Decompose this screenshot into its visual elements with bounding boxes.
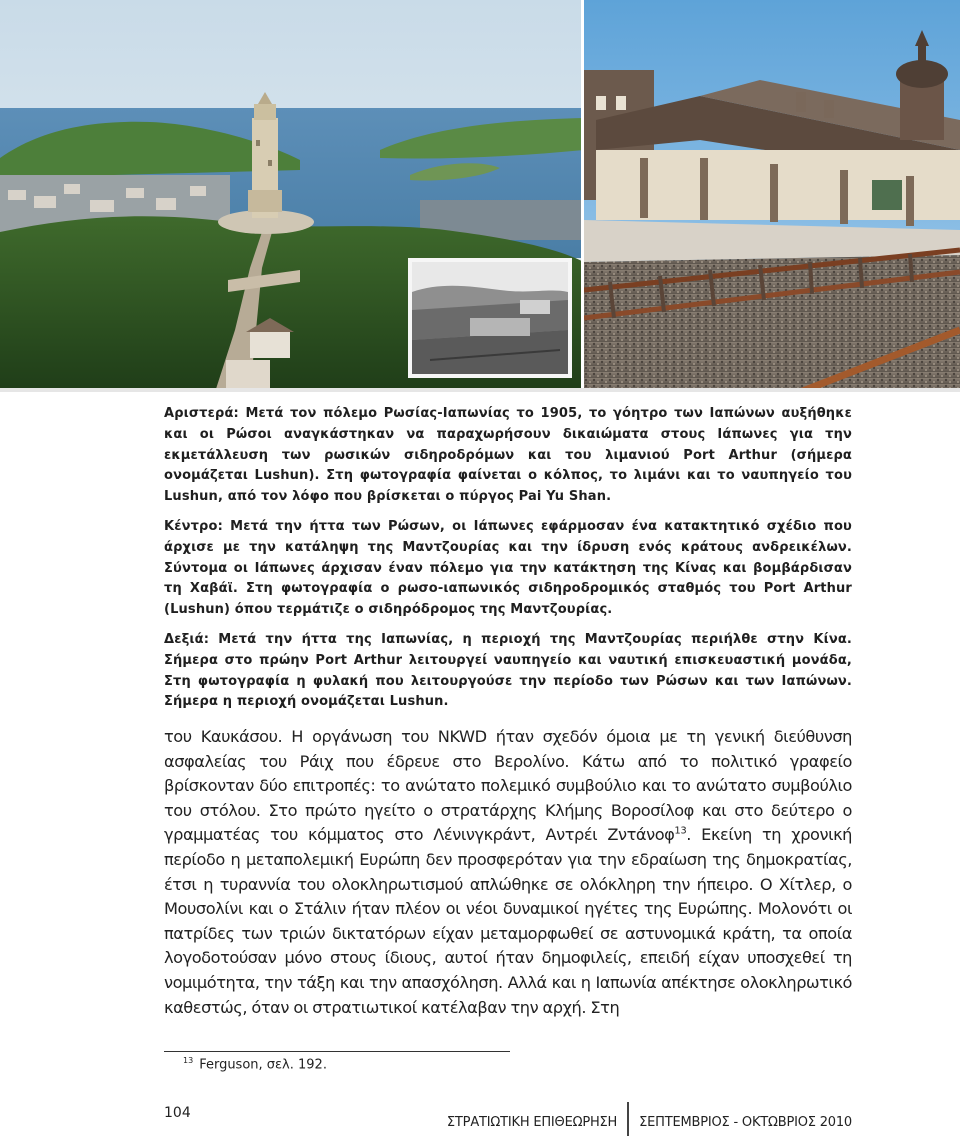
page-number: 104 xyxy=(164,1105,191,1121)
photo-captions xyxy=(164,404,852,722)
caption-center-lead: Κέντρο: xyxy=(164,518,223,534)
body-paragraph xyxy=(164,725,852,1020)
caption-left-lead: Αριστερά: xyxy=(164,406,239,421)
footnote-reference[interactable]: 13 xyxy=(674,825,687,837)
caption-center-text: Μετά την ήττα των Ρώσων, οι Ιάπωνες εφάρμοσαν ένα κατακτητικό σχέδιο που άρχισε με την κατάληψη της Μαντζουρίας και την ίδρυση ενός κράτους ανδρεικέλων. Σύντομα οι Ιάπωνες άρχισαν έναν πόλεμο για την κατάκτηση της Κίνας και βομβάρδισαν τη Χαβάϊ. Στη φωτογραφία ο ρωσο-ιαπωνικός σιδηροδρομικός σταθμός του Port Arthur (Lushun) όπου τερμάτιζε ο σιδηρόδρομος της Μαντζουρίας. xyxy=(164,518,852,618)
caption-right-text: Μετά την ήττα της Ιαπωνίας, η περιοχή της Μαντζουρίας περιήλθε στην Κίνα. Σήμερα στο πρώην Port Arthur λειτουργεί ναυπηγείο και ναυτική επισκευαστική μονάδα, Στη φωτογραφία η φυλακή που λειτουργούσε την περίοδο των Ρώσων και των Ιαπώνων. Σήμερα η περιοχή ονομάζεται Lushun. xyxy=(164,631,852,710)
center-photo-old-station xyxy=(408,258,572,378)
body-text-part-1: του Καυκάσου. Η οργάνωση του NKWD ήταν σχεδόν όμοια με τη γενική διεύθυνση ασφαλείας του Ράιχ που έδρευε στο Βερολίνο. Κάτω από το πολιτικό γραφείο βρίσκονταν δύο επιτροπές: το ανώτατο πολεμικό συμβούλιο και το ανώτατο συμβούλιο του στόλου. Στο πρώτο ηγείτο ο στρατάρχης Κλήμης Βοροσίλοφ και στο δεύτερο ο γραμματέας του κόμματος στο Λένινγκράντ, Αντρέι Ζντάνοφ xyxy=(164,727,852,845)
publication-title: ΣΤΡΑΤΙΩΤΙΚΗ ΕΠΙΘΕΩΡΗΣΗ xyxy=(446,1114,618,1130)
footer-divider xyxy=(627,1102,629,1136)
footnote-number: 13 xyxy=(183,1056,194,1065)
caption-left-text: Μετά τον πόλεμο Ρωσίας-Ιαπωνίας το 1905, το γόητρο των Ιαπώνων αυξήθηκε και οι Ρώσοι αναγκάστηκαν να παραχωρήσουν δικαιώματα στους Ιάπωνες για την εκμετάλλευση των ρωσικών σιδηροδρόμων και του λιμανιού Port Arthur (σήμερα ονομάζεται Lushun). Στη φωτογραφία φαίνεται ο κόλπος, το λιμάνι και το ναυπηγείο του Lushun, από τον λόφο που βρίσκεται ο πύργος Pai Yu Shan. xyxy=(164,406,852,505)
caption-right xyxy=(164,630,852,713)
issue-date: ΣΕΠΤΕΜΒΡΙΟΣ - ΟΚΤΩΒΡΙΟΣ 2010 xyxy=(639,1114,852,1130)
caption-left xyxy=(164,404,852,508)
footnote-text: Ferguson, σελ. 192. xyxy=(199,1057,327,1073)
photo-collage xyxy=(0,0,960,392)
footnote xyxy=(183,1056,327,1072)
body-text-part-2: . Εκείνη τη χρονική περίοδο η μεταπολεμική Ευρώπη δεν προσφερόταν για την εδραίωση της δημοκρατίας, έτσι η τυραννία του ολοκληρωτισμού απλώθηκε σε ολόκληρη την ήπειρο. Ο Χίτλερ, ο Μουσολίνι και ο Στάλιν ήταν πλέον οι νέοι δυναμικοί ηγέτες της Ευρώπης. Μολονότι οι πατρίδες των τριών δικτατόρων είχαν μεταμορφωθεί σε αστυνομικά κράτη, τα οποία λογοδοτούσαν μόνο στους ίδιους, αυτοί ήταν δημοφιλείς, επειδή είχαν υποσχεθεί τη νομιμότητα, την τάξη και την απασχόληση. Αλλά και η Ιαπωνία απέκτησε ολοκληρωτικό καθεστώς, όταν οι στρατιωτικοί κατέλαβαν την αρχή. Στη xyxy=(164,825,852,1017)
right-photo-railway-station xyxy=(584,0,960,392)
caption-center xyxy=(164,517,852,621)
running-footer xyxy=(447,1105,852,1139)
photo-collage-art xyxy=(0,0,960,392)
caption-right-lead: Δεξιά: xyxy=(164,631,210,647)
footnote-divider xyxy=(164,1051,510,1052)
